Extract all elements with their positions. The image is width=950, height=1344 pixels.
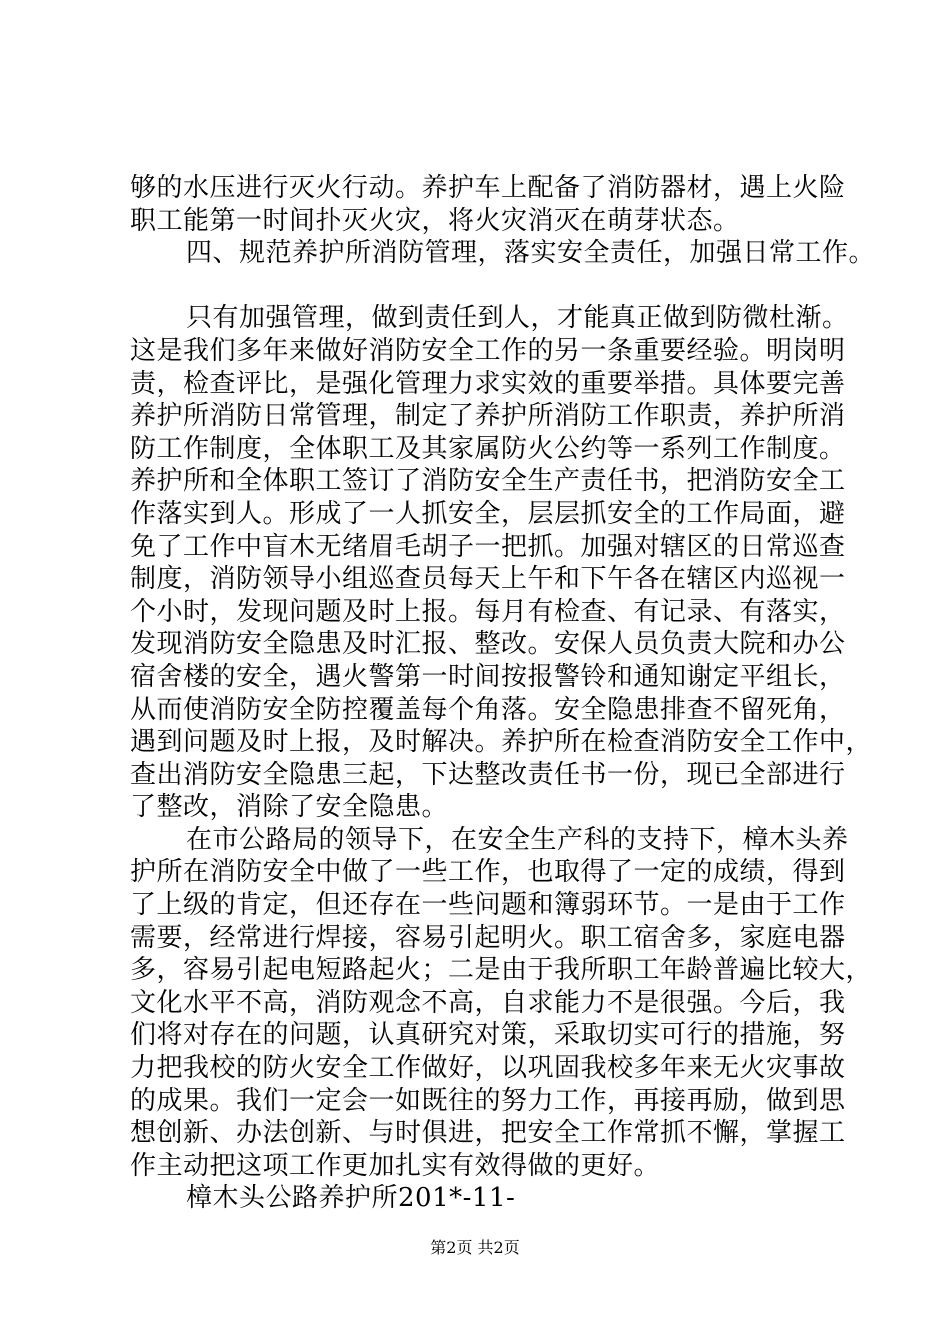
- text-line: 制度，消防领导小组巡查员每天上午和下午各在辖区内巡视一: [130, 564, 846, 595]
- section-heading-4: 四、规范养护所消防管理，落实安全责任，加强日常工作。: [186, 238, 876, 269]
- page-number-label: 第2页 共2页: [430, 1238, 520, 1257]
- document-body: [130, 172, 876, 1215]
- paragraph-2: [130, 302, 873, 824]
- text-line: 只有加强管理，做到责任到人，才能真正做到防微杜渐。: [186, 303, 849, 334]
- text-line: 个小时，发现问题及时上报。每月有检查、有记录、有落实，: [130, 596, 846, 627]
- text-line: 免了工作中盲木无绪眉毛胡子一把抓。加强对辖区的日常巡查: [130, 531, 846, 562]
- text-line: 够的水压进行灭火行动。养护车上配备了消防器材，遇上火险: [130, 173, 846, 203]
- text-line: 遇到问题及时上报，及时解决。养护所在检查消防安全工作中，: [130, 727, 873, 758]
- text-line: 想创新、办法创新、与时俱进，把安全工作常抓不懈，掌握工: [130, 1118, 846, 1149]
- text-line: 了整改，消除了安全隐患。: [130, 792, 449, 823]
- text-line: 作落实到人。形成了一人抓安全，层层抓安全的工作局面，避: [130, 498, 846, 529]
- text-line: 多，容易引起电短路起火；二是由于我所职工年龄普遍比较大，: [130, 955, 873, 986]
- page-footer: [0, 1238, 950, 1258]
- text-line: 护所在消防安全中做了一些工作，也取得了一定的成绩，得到: [130, 857, 846, 888]
- text-line: 查出消防安全隐患三起，下达整改责任书一份，现已全部进行: [130, 759, 846, 790]
- blank-line: [130, 270, 850, 303]
- text-line: 文化水平不高，消防观念不高，自求能力不是很强。今后，我: [130, 987, 846, 1018]
- text-line: 从而使消防安全防控覆盖每个角落。安全隐患排查不留死角，: [130, 694, 846, 725]
- text-line: 防工作制度，全体职工及其家属防火公约等一系列工作制度。: [130, 433, 846, 464]
- text-line: 作主动把这项工作更加扎实有效得做的更好。: [130, 1150, 661, 1181]
- text-line: 力把我校的防火安全工作做好，以巩固我校多年来无火灾事故: [130, 1053, 846, 1084]
- text-line: 宿舍楼的安全，遇火警第一时间按报警铃和通知谢定平组长，: [130, 661, 846, 692]
- signature-line: 樟木头公路养护所201*-11-: [186, 1183, 516, 1214]
- text-line: 需要，经常进行焊接，容易引起明火。职工宿舍多，家庭电器: [130, 922, 846, 953]
- text-line: 责，检查评比，是强化管理力求实效的重要举措。具体要完善: [130, 368, 846, 399]
- text-line: 发现消防安全隐患及时汇报、整改。安保人员负责大院和办公: [130, 629, 846, 660]
- text-line: 们将对存在的问题，认真研究对策，采取切实可行的措施，努: [130, 1020, 846, 1051]
- paragraph-3: [130, 824, 873, 1183]
- text-line: 的成果。我们一定会一如既往的努力工作，再接再励，做到思: [130, 1085, 846, 1116]
- text-line: 养护所消防日常管理，制定了养护所消防工作职责，养护所消: [130, 401, 846, 432]
- text-line: 养护所和全体职工签订了消防安全生产责任书，把消防安全工: [130, 466, 846, 497]
- text-line: 了上级的肯定，但还存在一些问题和簿弱环节。一是由于工作: [130, 890, 846, 921]
- paragraph-1: [130, 172, 850, 237]
- text-line: 在市公路局的领导下，在安全生产科的支持下，樟木头养: [186, 824, 849, 855]
- text-line: 职工能第一时间扑灭火灾，将火灾消灭在萌芽状态。: [130, 205, 740, 236]
- text-line: 这是我们多年来做好消防安全工作的另一条重要经验。明岗明: [130, 335, 846, 366]
